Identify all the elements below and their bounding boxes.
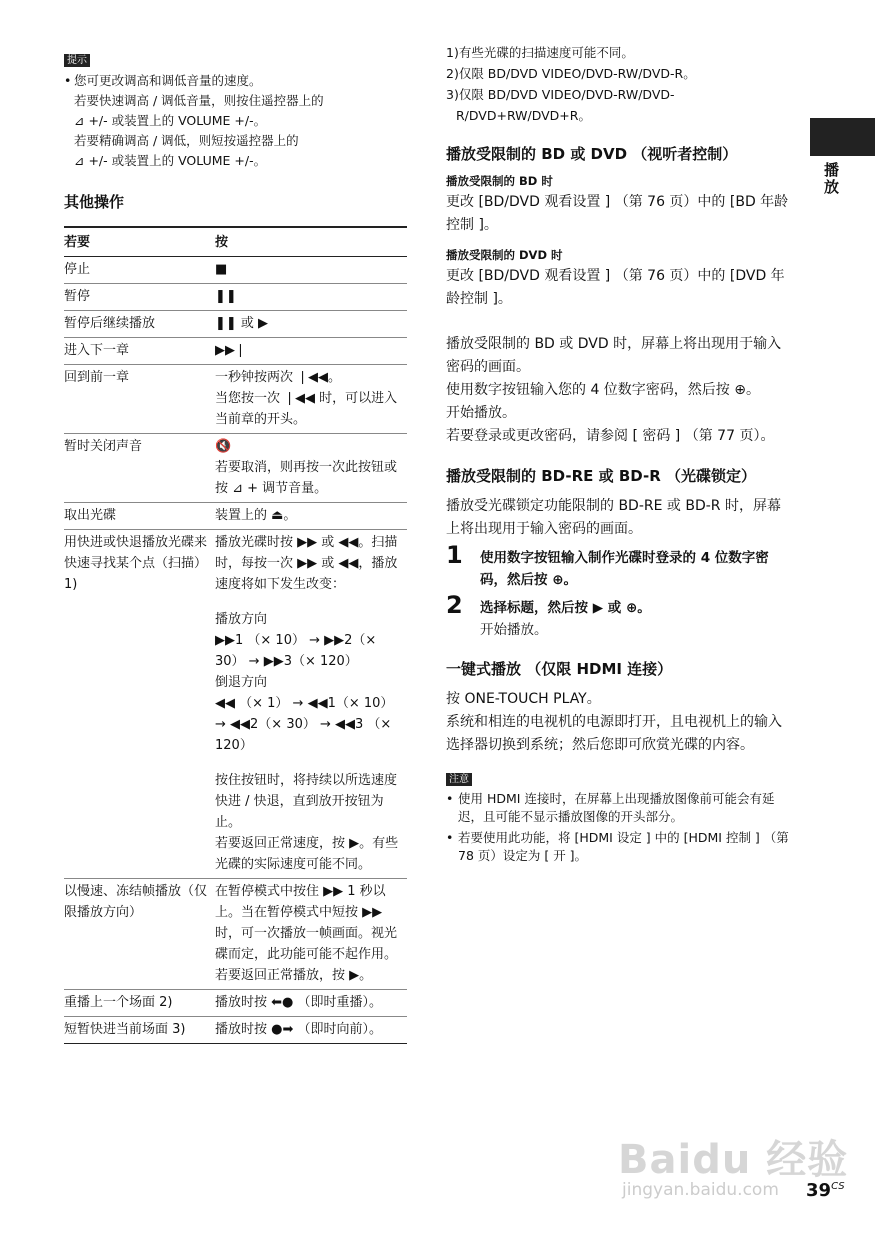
table-row: [64, 879, 407, 990]
row-action: 停止: [64, 257, 215, 284]
row-press-line: 播放方向: [215, 612, 268, 627]
section-tab-label: 播放: [822, 162, 840, 196]
row-press-line: ❚❚: [215, 289, 237, 304]
parental-p1: 播放受限制的 BD 或 DVD 时，屏幕上将出现用于输入密码的画面。: [446, 336, 782, 375]
note-list: [446, 790, 791, 865]
row-press-line: ■: [215, 262, 228, 277]
row-press-line: 播放时按 ●➡ （即时向前）。: [215, 1022, 383, 1037]
disc-lock-intro: 播放受光碟锁定功能限制的 BD-RE 或 BD-R 时，屏幕上将出现用于输入密码的画面。: [446, 498, 781, 537]
footnote-2: 2)仅限 BD/DVD VIDEO/DVD-RW/DVD-R。: [446, 66, 696, 81]
step-2-subtext: 开始播放。: [480, 622, 548, 638]
row-press-line: 一秒钟按两次 ❘◀◀。: [215, 370, 342, 385]
row-press-line: 按住按钮时，将持续以所选速度快进 / 快退，直到放开按钮为止。: [215, 773, 398, 830]
disc-lock-title: 播放受限制的 BD-RE 或 BD-R （光碟锁定）: [446, 467, 757, 485]
row-action: 暂时关闭声音: [64, 434, 215, 503]
row-action: 取出光碟: [64, 503, 215, 530]
parental-p2: 使用数字按钮输入您的 4 位数字密码，然后按 ⊕。: [446, 382, 760, 398]
row-press-line: ▶▶1 （× 10） → ▶▶2（× 30） → ▶▶3（× 120）: [215, 633, 377, 669]
row-press-line: 当您按一次 ❘◀◀ 时，可以进入当前章的开头。: [215, 391, 398, 427]
row-press: [215, 503, 407, 530]
row-press-line: [215, 756, 407, 770]
tip-line-5: ⊿ +/- 或装置上的 VOLUME +/-。: [74, 153, 267, 168]
page-number: [806, 1180, 845, 1201]
row-action: 进入下一章: [64, 338, 215, 365]
table-header-row: [64, 227, 407, 257]
right-column: [446, 42, 791, 868]
col-header-action: 若要: [64, 227, 215, 257]
tip-line-3: ⊿ +/- 或装置上的 VOLUME +/-。: [74, 113, 267, 128]
parental-p4: 若要登录或更改密码，请参阅 [ 密码 ] （第 77 页）。: [446, 428, 775, 444]
footnote-3: 3)仅限 BD/DVD VIDEO/DVD-RW/DVD-R/DVD+RW/DVD+R。: [446, 87, 675, 123]
step-2-text: 选择标题，然后按 ▶ 或 ⊕。: [480, 600, 651, 616]
tip-label: 提示: [64, 54, 90, 67]
one-touch-p2: 系统和相连的电视机的电源即打开，且电视机上的输入选择器切换到系统；然后您即可欣赏光碟的内容。: [446, 714, 782, 753]
section-tab-marker: [810, 118, 875, 156]
row-action: 用快进或快退播放光碟来快速寻找某个点（扫描）1): [64, 530, 215, 879]
parental-title: 播放受限制的 BD 或 DVD （视听者控制）: [446, 145, 738, 163]
bd-subhead: 播放受限制的 BD 时: [446, 174, 553, 188]
tip-line-1: • 您可更改调高和调低音量的速度。: [74, 73, 262, 88]
step-1-number: 1: [446, 541, 463, 569]
page-number-suffix: CS: [831, 1181, 845, 1192]
row-press-line: 若要返回正常播放，按 ▶。: [215, 968, 373, 983]
row-press-line: 倒退方向: [215, 675, 268, 690]
col-header-press: 按: [215, 227, 407, 257]
row-press-line: ◀◀ （× 1） → ◀◀1（× 10） → ◀◀2（× 30） → ◀◀3 （× 120）: [215, 696, 394, 753]
row-press: [215, 338, 407, 365]
note-label: 注意: [446, 773, 472, 786]
row-press-line: 若要取消，则再按一次此按钮或按 ⊿ + 调节音量。: [215, 460, 398, 496]
row-action: 重播上一个场面 2): [64, 990, 215, 1017]
row-press: [215, 1017, 407, 1044]
tip-line-2: 若要快速调高 / 调低音量，则按住遥控器上的: [74, 93, 324, 108]
bd-text: 更改 [BD/DVD 观看设置 ] （第 76 页）中的 [BD 年龄控制 ]。: [446, 194, 789, 233]
row-action: 回到前一章: [64, 365, 215, 434]
tip-section: [64, 52, 407, 171]
note-item-2: • 若要使用此功能，将 [HDMI 设定 ] 中的 [HDMI 控制 ] （第 78 页）设定为 [ 开 ]。: [446, 829, 791, 865]
table-row: [64, 365, 407, 434]
row-press-line: 播放时按 ⬅● （即时重播）。: [215, 995, 383, 1010]
watermark-logo: Baidu 经验: [618, 1137, 849, 1183]
row-action: 短暂快进当前场面 3): [64, 1017, 215, 1044]
row-press: [215, 284, 407, 311]
step-2-number: 2: [446, 591, 463, 619]
row-press-line: ❚❚ 或 ▶: [215, 316, 269, 331]
table-row: [64, 530, 407, 879]
row-press-line: 🔇: [215, 439, 232, 454]
row-press-line: 在暂停模式中按住 ▶▶ 1 秒以上。当在暂停模式中短按 ▶▶ 时，可一次播放一帧画面。视光碟而定，此功能可能不起作用。: [215, 884, 398, 962]
parental-p3: 开始播放。: [446, 405, 516, 421]
table-row: [64, 1017, 407, 1044]
row-press: [215, 530, 407, 879]
watermark-url: jingyan.baidu.com: [622, 1180, 779, 1200]
row-action: 以慢速、冻结帧播放（仅限播放方向）: [64, 879, 215, 990]
one-touch-title: 一键式播放 （仅限 HDMI 连接）: [446, 660, 673, 678]
table-row: [64, 434, 407, 503]
note-item-1: • 使用 HDMI 连接时，在屏幕上出现播放图像前可能会有延迟，且可能不显示播放图像的开头部分。: [446, 790, 791, 826]
dvd-text: 更改 [BD/DVD 观看设置 ] （第 76 页）中的 [DVD 年龄控制 ]。: [446, 268, 785, 307]
tip-line-4: 若要精确调高 / 调低，则短按遥控器上的: [74, 133, 299, 148]
tip-bullet: [64, 71, 407, 171]
dvd-subhead: 播放受限制的 DVD 时: [446, 248, 563, 262]
footnotes: [446, 42, 791, 126]
step-1: [446, 541, 791, 591]
step-1-text: 使用数字按钮输入制作光碟时登录的 4 位数字密码，然后按 ⊕。: [480, 550, 769, 588]
row-press-line: ▶▶❘: [215, 343, 246, 358]
row-press-line: 若要返回正常速度，按 ▶。有些光碟的实际速度可能不同。: [215, 836, 399, 872]
table-row: [64, 284, 407, 311]
table-row: [64, 311, 407, 338]
table-row: [64, 257, 407, 284]
row-press: [215, 434, 407, 503]
table-row: [64, 503, 407, 530]
row-press: [215, 311, 407, 338]
table-row: [64, 990, 407, 1017]
footnote-1: 1)有些光碟的扫描速度可能不同。: [446, 45, 634, 60]
row-press: [215, 990, 407, 1017]
row-action: 暂停后继续播放: [64, 311, 215, 338]
row-press-line: [215, 595, 407, 609]
other-ops-title: 其他操作: [64, 193, 125, 211]
row-press-line: 装置上的 ⏏。: [215, 508, 297, 523]
one-touch-p1: 按 ONE-TOUCH PLAY。: [446, 691, 601, 707]
page-number-value: 39: [806, 1180, 832, 1201]
row-press-line: 播放光碟时按 ▶▶ 或 ◀◀。扫描时，每按一次 ▶▶ 或 ◀◀，播放速度将如下发生改变：: [215, 535, 398, 592]
row-press: [215, 257, 407, 284]
row-action: 暂停: [64, 284, 215, 311]
step-2: [446, 591, 791, 641]
left-column: [64, 52, 407, 1044]
row-press: [215, 879, 407, 990]
row-press: [215, 365, 407, 434]
operations-table: [64, 226, 407, 1044]
table-row: [64, 338, 407, 365]
